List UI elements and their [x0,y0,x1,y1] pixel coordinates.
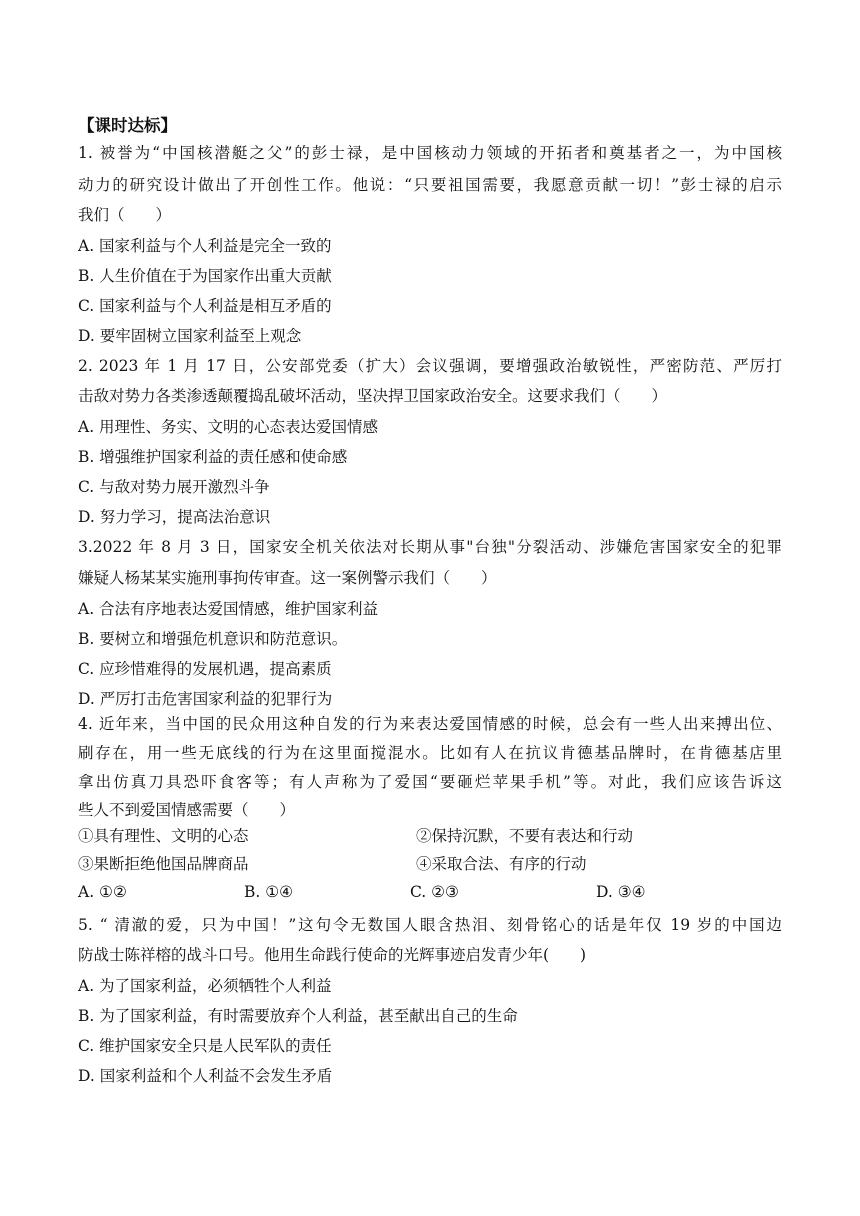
q5-option-c: C. 维护国家安全只是人民军队的责任 [78,1037,332,1055]
q4-stem-line-4: 些人不到爱国情感需要（ ） [78,801,296,819]
q5-stem-line-2: 防战士陈祥榕的战斗口号。他用生命践行使命的光辉事迹启发青少年( ) [78,946,587,964]
q4-stem-line-2: 刷存在，用一些无底线的行为在这里面搅混水。比如有人在抗议肯德基品牌时，在肯德基店里 [78,744,782,762]
q2-stem-line-1: 2. 2023 年 1 月 17 日，公安部党委（扩大）会议强调，要增强政治敏锐性，严密防范、严厉打 [78,357,782,375]
q4-stem-line-3: 拿出仿真刀具恐吓食客等；有人声称为了爱国“要砸烂苹果手机”等。对此，我们应该告诉这 [78,773,782,791]
q4-stem-line-1: 4. 近年来，当中国的民众用这种自发的行为来表达爱国情感的时候，总会有一些人出来搏出位、 [78,715,782,733]
q3-stem-line-2: 嫌疑人杨某某实施刑事拘传审查。这一案例警示我们（ ） [78,569,497,587]
q3-option-b: B. 要树立和增强危机意识和防范意识。 [78,630,348,648]
q1-option-b: B. 人生价值在于为国家作出重大贡献 [78,267,332,285]
section-heading: 【课时达标】 [78,116,177,135]
q4-option-d: D. ③④ [596,883,646,901]
q5-option-b: B. 为了国家利益，有时需要放弃个人利益，甚至献出自己的生命 [78,1007,518,1025]
q5-option-d: D. 国家利益和个人利益不会发生矛盾 [78,1067,333,1085]
q4-option-a: A. ①② [78,883,127,901]
q4-item-2: ②保持沉默，不要有表达和行动 [416,827,634,845]
q3-option-c: C. 应珍惜难得的发展机遇，提高素质 [78,660,332,678]
q2-option-a: A. 用理性、务实、文明的心态表达爱国情感 [78,418,379,436]
q4-option-b: B. ①④ [244,883,294,901]
q1-stem-line-2: 动力的研究设计做出了开创性工作。他说：“只要祖国需要，我愿意贡献一切！”彭士禄的启示 [78,176,782,194]
q1-option-a: A. 国家利益与个人利益是完全一致的 [78,237,332,255]
q5-option-a: A. 为了国家利益，必须牺牲个人利益 [78,977,332,995]
q2-stem-line-2: 击敌对势力各类渗透颠覆捣乱破坏活动，坚决捍卫国家政治安全。这要求我们（ ） [78,387,668,405]
q1-stem-line-1: 1. 被誉为“中国核潜艇之父”的彭士禄，是中国核动力领域的开拓者和奠基者之一，为中国核 [78,144,782,162]
q3-stem-line-1: 3.2022 年 8 月 3 日，国家安全机关依法对长期从事"台独"分裂活动、涉嫌危害国家安全的犯罪 [78,538,782,556]
q1-option-c: C. 国家利益与个人利益是相互矛盾的 [78,297,332,315]
q5-stem-line-1: 5. “ 清澈的爱，只为中国！”这句令无数国人眼含热泪、刻骨铭心的话是年仅 19 岁的中国边 [78,916,782,934]
q1-stem-line-3: 我们（ ） [78,206,172,224]
q4-option-c: C. ②③ [410,883,459,901]
q4-item-4: ④采取合法、有序的行动 [416,855,587,873]
q2-option-b: B. 增强维护国家利益的责任感和使命感 [78,448,348,466]
q2-option-d: D. 努力学习，提高法治意识 [78,508,271,526]
q4-item-1: ①具有理性、文明的心态 [78,827,249,845]
q3-option-a: A. 合法有序地表达爱国情感，维护国家利益 [78,600,379,618]
q1-option-d: D. 要牢固树立国家利益至上观念 [78,327,302,345]
q3-option-d: D. 严厉打击危害国家利益的犯罪行为 [78,690,333,708]
q4-item-3: ③果断拒绝他国品牌商品 [78,855,249,873]
q2-option-c: C. 与敌对势力展开激烈斗争 [78,478,270,496]
